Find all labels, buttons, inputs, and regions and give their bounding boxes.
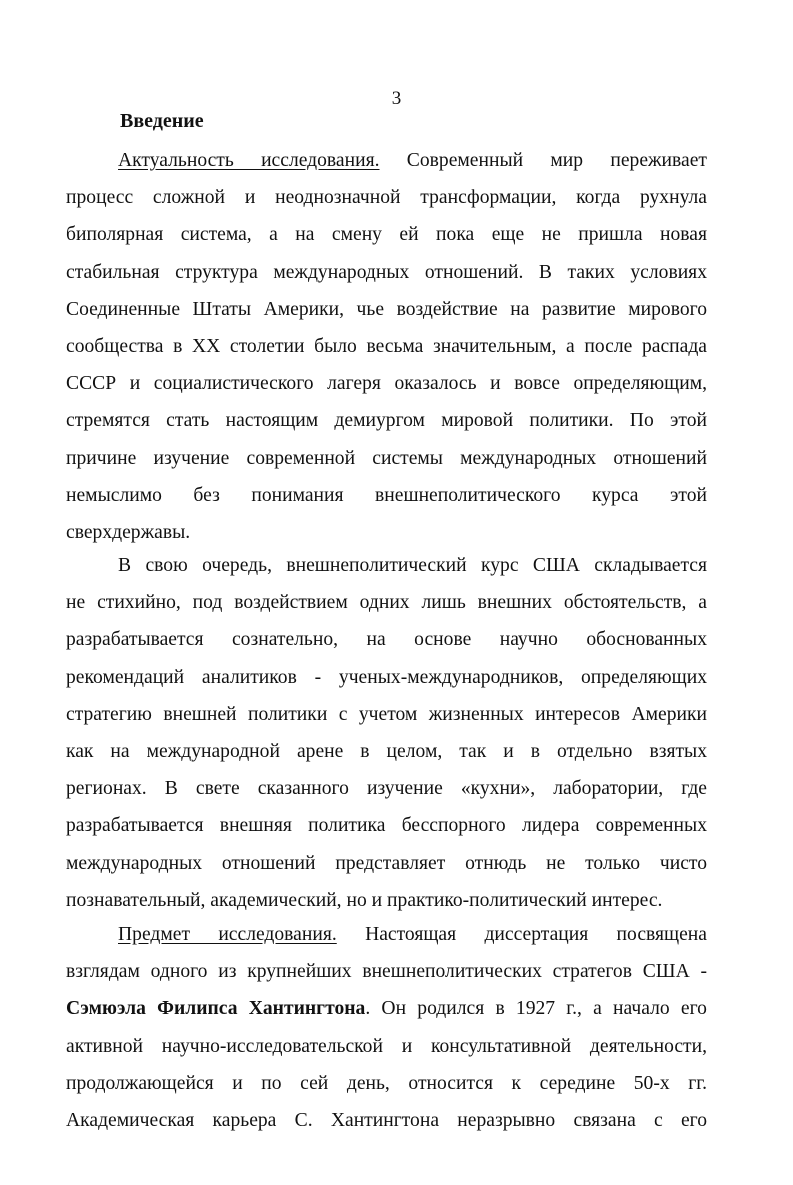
text-line: стремятся стать настоящим демиургом мировой политики. По этой [66, 410, 707, 432]
text-line: продолжающейся и по сей день, относится к середине 50-х гг. [66, 1072, 707, 1094]
text-line: не стихийно, под воздействием одних лишь внешних обстоятельств, а [66, 592, 707, 614]
text-line: СССР и социалистического лагеря оказалось и вовсе определяющим, [66, 373, 707, 395]
text-line: Актуальность исследования. Современный мир переживает [118, 150, 707, 171]
text-line: В свою очередь, внешнеполитический курс США складывается [118, 555, 707, 576]
text-line: сообщества в XX столетии было весьма значительным, а после распада [66, 336, 707, 358]
text-line: процесс сложной и неоднозначной трансформации, когда рухнула [66, 187, 707, 209]
text-line: разрабатывается сознательно, на основе научно обоснованных [66, 629, 707, 651]
text-line: регионах. В свете сказанного изучение «кухни», лаборатории, где [66, 778, 707, 800]
relevance-label: Актуальность исследования. [118, 150, 380, 171]
text-line: как на международной арене в целом, так и в отдельно взятых [66, 741, 707, 763]
subject-label: Предмет исследования. [118, 924, 337, 945]
paragraph-us-policy [66, 547, 707, 919]
text-line: стабильная структура международных отношений. В таких условиях [66, 261, 707, 283]
huntington-name: Сэмюэла Филипса Хантингтона [66, 998, 366, 1020]
text-line: рекомендаций аналитиков - ученых-международников, определяющих [66, 666, 707, 688]
page-number: 3 [391, 88, 402, 109]
text-line: стратегию внешней политики с учетом жизненных интересов Америки [66, 703, 707, 725]
text-line: международных отношений представляет отнюдь не только чисто [66, 852, 707, 874]
text-line: Сэмюэла Филипса Хантингтона. Он родился в 1927 г., а начало его [66, 998, 707, 1020]
text-line: биполярная система, а на смену ей пока еще не пришла новая [66, 224, 707, 246]
text-line: немыслимо без понимания внешнеполитического курса этой [66, 484, 707, 506]
section-heading: Введение [120, 110, 204, 132]
text-line: познавательный, академический, но и практико-политический интерес. [66, 889, 663, 911]
text-line: сверхдержавы. [66, 522, 191, 544]
paragraph-subject [66, 916, 707, 1139]
text-line: Соединенные Штаты Америки, чье воздействие на развитие мирового [66, 298, 707, 320]
text-line: Академическая карьера С. Хантингтона неразрывно связана с его [66, 1110, 707, 1132]
text-line: разрабатывается внешняя политика бесспорного лидера современных [66, 815, 707, 837]
text-line: причине изучение современной системы международных отношений [66, 447, 707, 469]
paragraph-relevance [66, 142, 707, 551]
text-line: активной научно-исследовательской и консультативной деятельности, [66, 1035, 707, 1057]
text-line: Предмет исследования. Настоящая диссертация посвящена [118, 924, 707, 945]
text-line: взглядам одного из крупнейших внешнеполитических стратегов США - [66, 961, 707, 983]
